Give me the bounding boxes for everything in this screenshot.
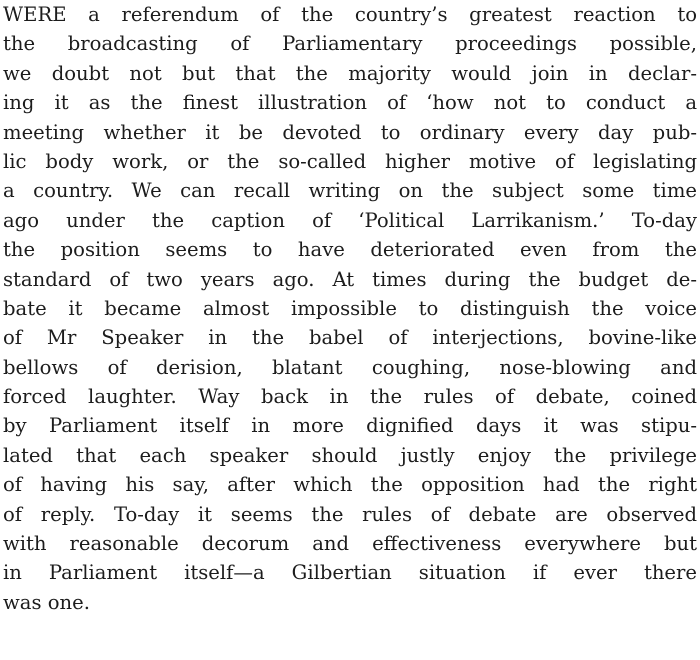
text-line: in Parliament itself—a Gilbertian situation if ever there: [3, 561, 697, 585]
text-line: ago under the caption of ‘Political Larrikanism.’ To-day: [3, 208, 697, 232]
text-line: we doubt not but that the majority would join in declar-: [3, 61, 697, 85]
text-line: WERE a referendum of the country’s greatest reaction to: [3, 3, 697, 26]
text-line: lated that each speaker should justly enjoy the privilege: [3, 443, 697, 467]
text-line: a country. We can recall writing on the subject some time: [3, 179, 697, 203]
text-line: bate it became almost impossible to distinguish the voice: [3, 296, 697, 320]
text-line: of Mr Speaker in the babel of interjections, bovine-like: [3, 326, 697, 350]
text-line: the position seems to have deteriorated even from the: [3, 238, 697, 262]
text-line: by Parliament itself in more dignified days it was stipu-: [3, 414, 697, 438]
text-line: forced laughter. Way back in the rules of debate, coined: [3, 385, 697, 409]
text-line: of having his say, after which the opposition had the right: [3, 473, 697, 497]
text-line: with reasonable decorum and effectiveness everywhere but: [3, 532, 697, 556]
text-line: the broadcasting of Parliamentary proceedings possible,: [3, 32, 697, 56]
text-line: was one.: [3, 590, 90, 614]
text-line: standard of two years ago. At times during the budget de-: [3, 267, 697, 291]
text-line: bellows of derision, blatant coughing, nose-blowing and: [3, 355, 697, 379]
text-line: of reply. To-day it seems the rules of debate are observed: [3, 502, 697, 526]
article-body: [3, 0, 697, 617]
text-line: meeting whether it be devoted to ordinary every day pub-: [3, 120, 697, 144]
text-line: lic body work, or the so-called higher motive of legislating: [3, 149, 697, 173]
text-line: ing it as the finest illustration of ‘how not to conduct a: [3, 91, 697, 115]
